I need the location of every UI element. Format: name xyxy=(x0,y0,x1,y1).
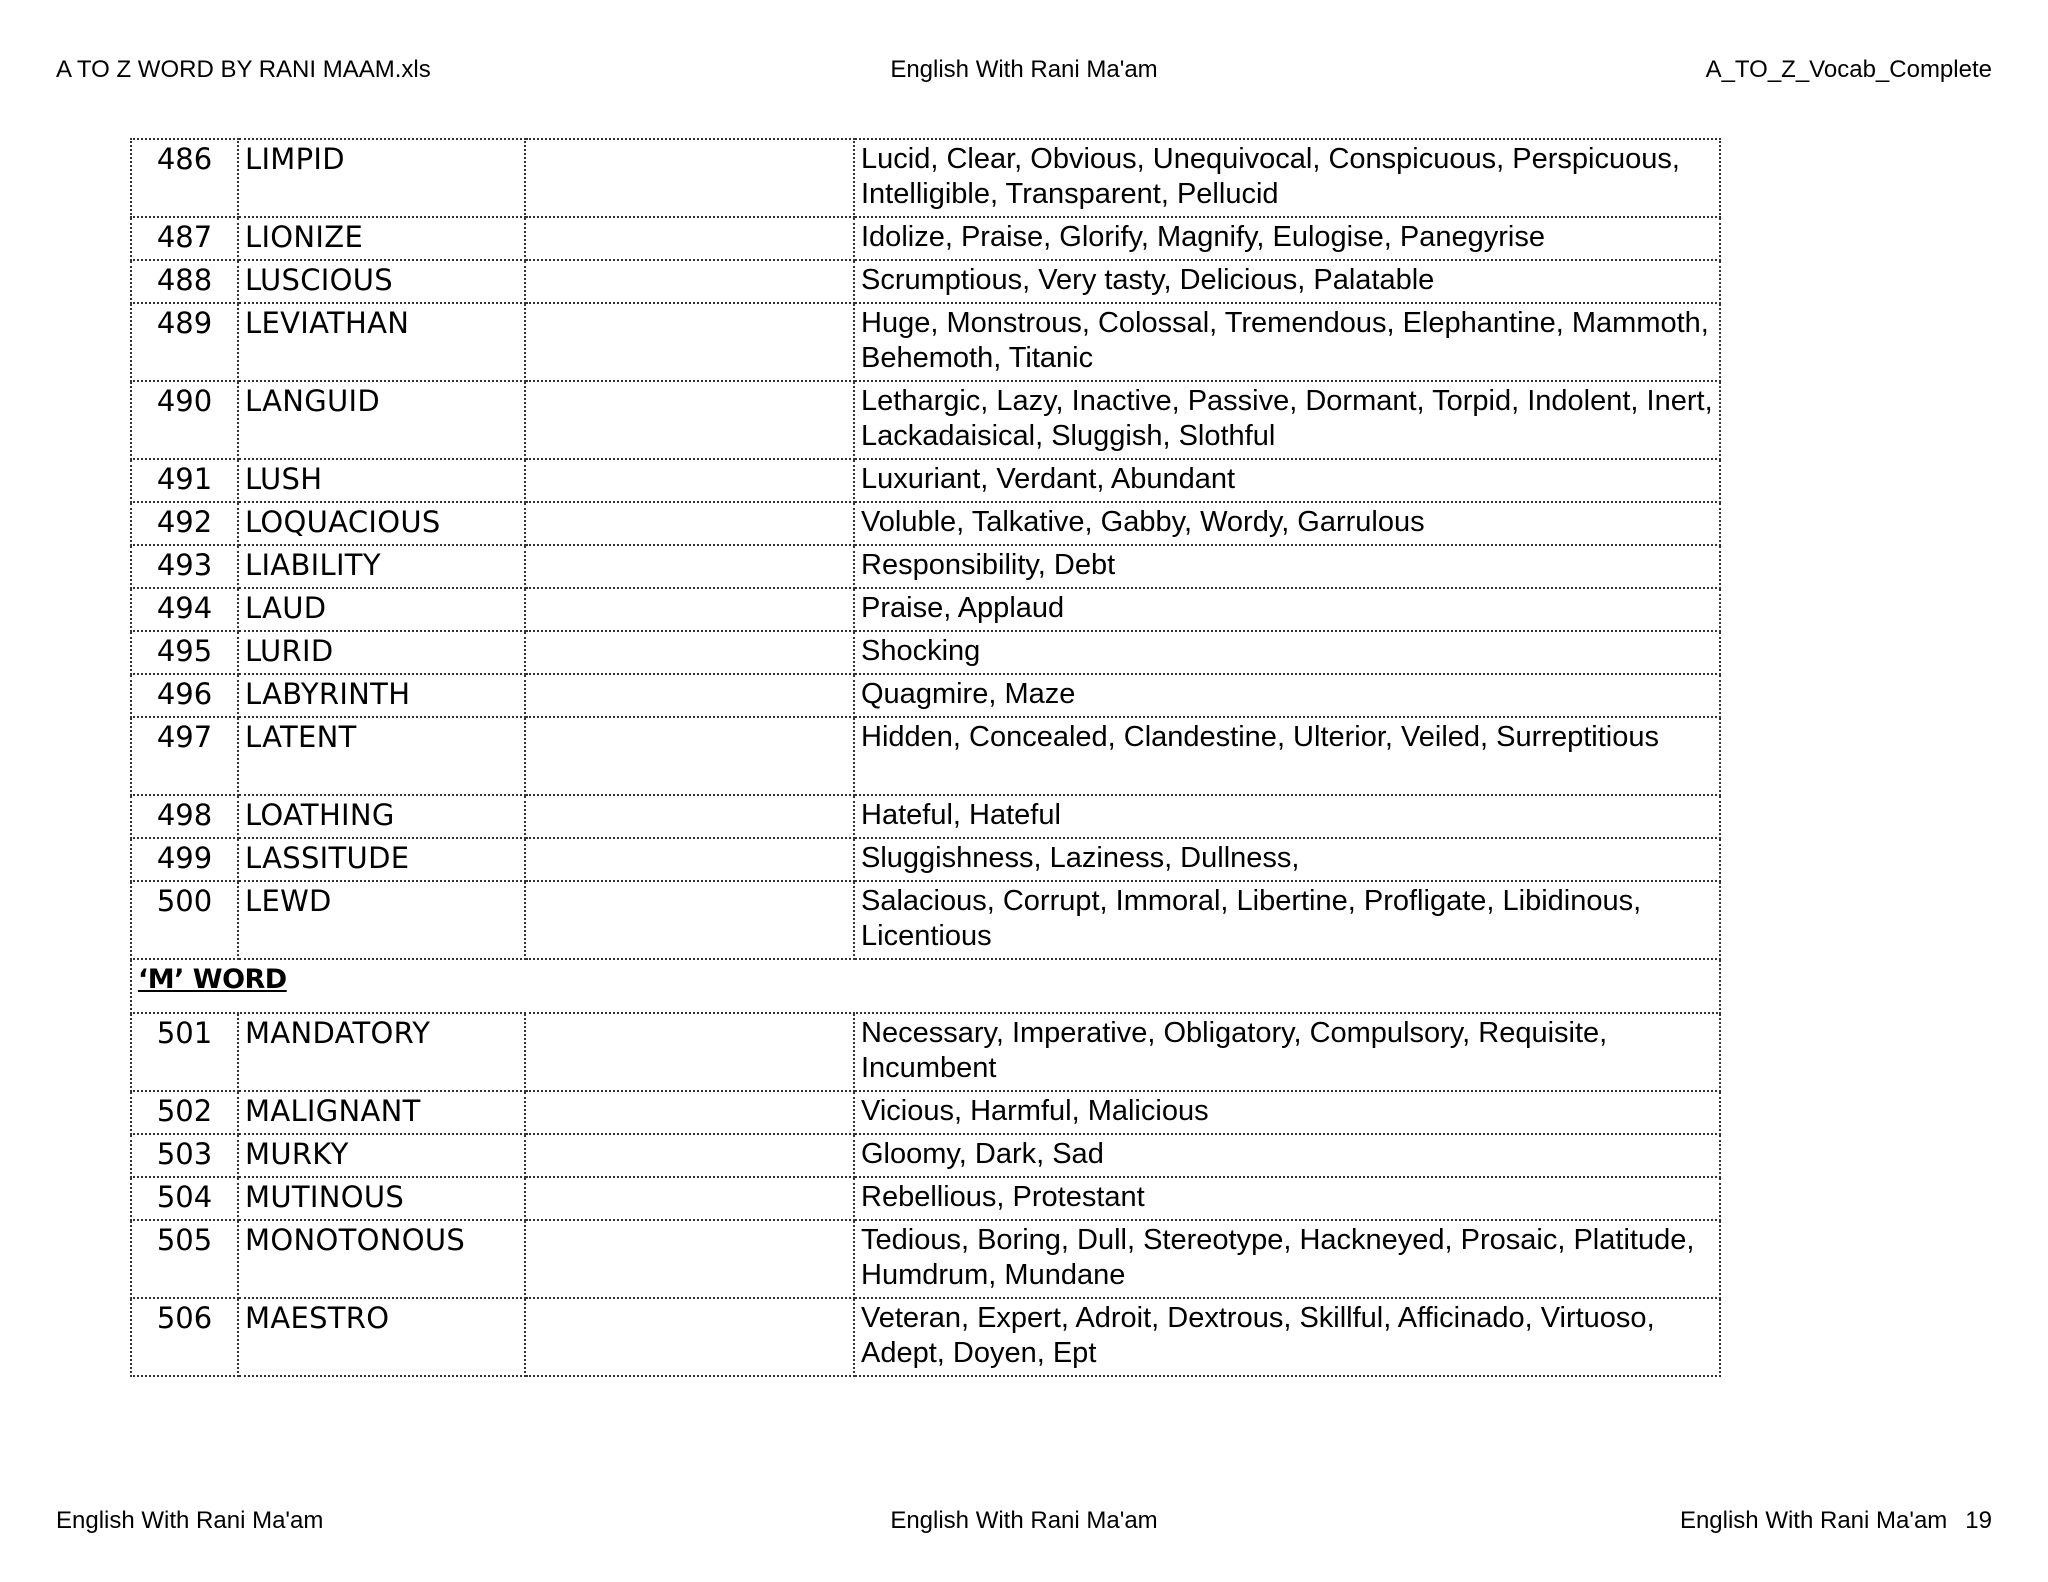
vocab-word: MUTINOUS xyxy=(238,1177,525,1220)
row-number: 492 xyxy=(131,502,238,545)
row-number: 489 xyxy=(131,303,238,381)
vocab-word: MAESTRO xyxy=(238,1298,525,1376)
blank-cell xyxy=(525,1298,854,1376)
table-row xyxy=(131,588,1720,631)
synonyms: Luxuriant, Verdant, Abundant xyxy=(854,459,1720,502)
vocab-word: LABYRINTH xyxy=(238,674,525,717)
section-header-group xyxy=(131,959,1720,1013)
table-row xyxy=(131,139,1720,217)
vocab-word: MANDATORY xyxy=(238,1013,525,1091)
vocab-word: LIMPID xyxy=(238,139,525,217)
row-number: 498 xyxy=(131,795,238,838)
header-filename: A TO Z WORD BY RANI MAAM.xls xyxy=(56,56,431,83)
synonyms: Salacious, Corrupt, Immoral, Libertine, Profligate, Libidinous, Licentious xyxy=(854,881,1720,959)
footer-center-text: English With Rani Ma'am xyxy=(890,1507,1158,1534)
row-number: 488 xyxy=(131,260,238,303)
table-row xyxy=(131,795,1720,838)
synonyms: Praise, Applaud xyxy=(854,588,1720,631)
row-number: 500 xyxy=(131,881,238,959)
row-number: 503 xyxy=(131,1134,238,1177)
synonyms: Voluble, Talkative, Gabby, Wordy, Garrulous xyxy=(854,502,1720,545)
row-number: 493 xyxy=(131,545,238,588)
table-row xyxy=(131,1013,1720,1091)
vocab-word: LATENT xyxy=(238,717,525,795)
vocab-word: LUSH xyxy=(238,459,525,502)
blank-cell xyxy=(525,217,854,260)
row-number: 491 xyxy=(131,459,238,502)
blank-cell xyxy=(525,674,854,717)
synonyms: Responsibility, Debt xyxy=(854,545,1720,588)
table-row xyxy=(131,717,1720,795)
blank-cell xyxy=(525,545,854,588)
blank-cell xyxy=(525,881,854,959)
blank-cell xyxy=(525,381,854,459)
section-title: ‘M’ WORD xyxy=(138,964,287,995)
section-header-cell xyxy=(131,959,1720,1013)
vocab-word: LIABILITY xyxy=(238,545,525,588)
vocab-word: LANGUID xyxy=(238,381,525,459)
row-number: 504 xyxy=(131,1177,238,1220)
vocab-word: MALIGNANT xyxy=(238,1091,525,1134)
vocab-word: LIONIZE xyxy=(238,217,525,260)
synonyms: Huge, Monstrous, Colossal, Tremendous, Elephantine, Mammoth, Behemoth, Titanic xyxy=(854,303,1720,381)
synonyms: Scrumptious, Very tasty, Delicious, Palatable xyxy=(854,260,1720,303)
blank-cell xyxy=(525,260,854,303)
table-row xyxy=(131,260,1720,303)
vocab-word: LEWD xyxy=(238,881,525,959)
blank-cell xyxy=(525,588,854,631)
row-number: 505 xyxy=(131,1220,238,1298)
blank-cell xyxy=(525,838,854,881)
page-number: 19 xyxy=(1965,1507,1992,1534)
row-number: 496 xyxy=(131,674,238,717)
table-row xyxy=(131,1220,1720,1298)
synonyms: Rebellious, Protestant xyxy=(854,1177,1720,1220)
row-number: 497 xyxy=(131,717,238,795)
table-row xyxy=(131,881,1720,959)
blank-cell xyxy=(525,459,854,502)
synonyms: Vicious, Harmful, Malicious xyxy=(854,1091,1720,1134)
table-row xyxy=(131,545,1720,588)
synonyms: Hateful, Hateful xyxy=(854,795,1720,838)
header-title: English With Rani Ma'am xyxy=(890,56,1158,83)
blank-cell xyxy=(525,717,854,795)
synonyms: Lethargic, Lazy, Inactive, Passive, Dormant, Torpid, Indolent, Inert, Lackadaisical, Sluggish, Slothful xyxy=(854,381,1720,459)
blank-cell xyxy=(525,303,854,381)
vocab-word: LASSITUDE xyxy=(238,838,525,881)
blank-cell xyxy=(525,795,854,838)
table-row xyxy=(131,1298,1720,1376)
blank-cell xyxy=(525,631,854,674)
vocab-word: LOQUACIOUS xyxy=(238,502,525,545)
vocab-word: MURKY xyxy=(238,1134,525,1177)
row-number: 499 xyxy=(131,838,238,881)
synonyms: Shocking xyxy=(854,631,1720,674)
section-header-row xyxy=(131,959,1720,1013)
synonyms: Necessary, Imperative, Obligatory, Compulsory, Requisite, Incumbent xyxy=(854,1013,1720,1091)
blank-cell xyxy=(525,1013,854,1091)
synonyms: Hidden, Concealed, Clandestine, Ulterior, Veiled, Surreptitious xyxy=(854,717,1720,795)
synonyms: Lucid, Clear, Obvious, Unequivocal, Conspicuous, Perspicuous, Intelligible, Transparent, Pellucid xyxy=(854,139,1720,217)
blank-cell xyxy=(525,1177,854,1220)
table-row xyxy=(131,1134,1720,1177)
table-row xyxy=(131,459,1720,502)
row-number: 495 xyxy=(131,631,238,674)
synonyms: Sluggishness, Laziness, Dullness, xyxy=(854,838,1720,881)
row-number: 494 xyxy=(131,588,238,631)
header-sheet-name: A_TO_Z_Vocab_Complete xyxy=(1705,56,1992,83)
vocab-word: LUSCIOUS xyxy=(238,260,525,303)
footer-right xyxy=(1347,1506,1992,1536)
table-row xyxy=(131,631,1720,674)
table-row xyxy=(131,838,1720,881)
table-row xyxy=(131,217,1720,260)
table-row xyxy=(131,381,1720,459)
vocab-word: LURID xyxy=(238,631,525,674)
table-row xyxy=(131,1177,1720,1220)
blank-cell xyxy=(525,139,854,217)
table-row xyxy=(131,1091,1720,1134)
synonyms: Veteran, Expert, Adroit, Dextrous, Skillful, Afficinado, Virtuoso, Adept, Doyen, Ept xyxy=(854,1298,1720,1376)
vocab-word: LEVIATHAN xyxy=(238,303,525,381)
row-number: 501 xyxy=(131,1013,238,1091)
table-row xyxy=(131,674,1720,717)
row-number: 486 xyxy=(131,139,238,217)
vocab-word: LOATHING xyxy=(238,795,525,838)
row-number: 506 xyxy=(131,1298,238,1376)
blank-cell xyxy=(525,1220,854,1298)
vocabulary-rows-l xyxy=(131,139,1720,959)
footer-right-text: English With Rani Ma'am xyxy=(1679,1507,1948,1534)
page-footer xyxy=(56,1506,1992,1536)
synonyms: Quagmire, Maze xyxy=(854,674,1720,717)
blank-cell xyxy=(525,1091,854,1134)
table-row xyxy=(131,502,1720,545)
page-header xyxy=(56,55,1992,85)
synonyms: Tedious, Boring, Dull, Stereotype, Hackneyed, Prosaic, Platitude, Humdrum, Mundane xyxy=(854,1220,1720,1298)
vocab-word: LAUD xyxy=(238,588,525,631)
row-number: 487 xyxy=(131,217,238,260)
row-number: 502 xyxy=(131,1091,238,1134)
footer-left-text: English With Rani Ma'am xyxy=(56,1507,324,1534)
vocab-word: MONOTONOUS xyxy=(238,1220,525,1298)
synonyms: Idolize, Praise, Glorify, Magnify, Eulogise, Panegyrise xyxy=(854,217,1720,260)
row-number: 490 xyxy=(131,381,238,459)
blank-cell xyxy=(525,1134,854,1177)
vocabulary-rows-m xyxy=(131,1013,1720,1376)
synonyms: Gloomy, Dark, Sad xyxy=(854,1134,1720,1177)
blank-cell xyxy=(525,502,854,545)
table-row xyxy=(131,303,1720,381)
vocabulary-table xyxy=(130,138,1721,1377)
